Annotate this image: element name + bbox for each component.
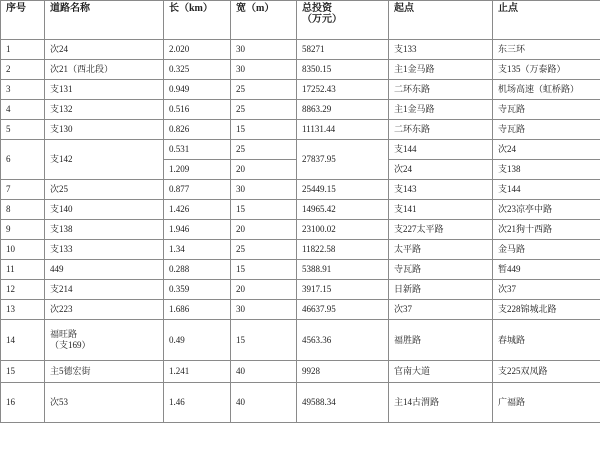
cell-start: 福胜路 [389, 320, 493, 361]
cell-start: 官南大道 [389, 361, 493, 383]
cell-width: 15 [231, 120, 297, 140]
cell-start: 日新路 [389, 280, 493, 300]
table-row [1, 280, 600, 300]
cell-name: 支132 [45, 100, 164, 120]
table-row [1, 140, 600, 160]
cell-end: 东三环 [493, 40, 600, 60]
cell-end: 次21狗十西路 [493, 220, 600, 240]
cell-start: 太平路 [389, 240, 493, 260]
cell-end: 广福路 [493, 383, 600, 423]
cell-seq: 3 [1, 80, 45, 100]
header-start: 起点 [389, 1, 493, 40]
cell-seq: 14 [1, 320, 45, 361]
cell-length: 0.531 [164, 140, 231, 160]
table-row [1, 240, 600, 260]
cell-investment: 8350.15 [297, 60, 389, 80]
cell-name: 主5德宏街 [45, 361, 164, 383]
cell-length: 0.516 [164, 100, 231, 120]
cell-width: 20 [231, 160, 297, 180]
cell-length: 0.949 [164, 80, 231, 100]
table-row [1, 120, 600, 140]
cell-name [45, 320, 164, 361]
cell-seq: 4 [1, 100, 45, 120]
cell-investment: 58271 [297, 40, 389, 60]
cell-width: 25 [231, 80, 297, 100]
cell-width: 40 [231, 361, 297, 383]
cell-length: 0.877 [164, 180, 231, 200]
cell-seq: 16 [1, 383, 45, 423]
cell-investment: 11822.58 [297, 240, 389, 260]
header-row [1, 1, 600, 40]
cell-start: 二环东路 [389, 80, 493, 100]
cell-seq: 2 [1, 60, 45, 80]
cell-seq: 8 [1, 200, 45, 220]
cell-investment: 4563.36 [297, 320, 389, 361]
cell-investment: 9928 [297, 361, 389, 383]
cell-length: 0.359 [164, 280, 231, 300]
cell-investment: 5388.91 [297, 260, 389, 280]
cell-end: 支228锦城北路 [493, 300, 600, 320]
cell-length: 0.288 [164, 260, 231, 280]
cell-name: 次25 [45, 180, 164, 200]
cell-width: 25 [231, 100, 297, 120]
cell-end: 支138 [493, 160, 600, 180]
cell-end: 暂449 [493, 260, 600, 280]
cell-end: 次23凉亭中路 [493, 200, 600, 220]
cell-start: 寺瓦路 [389, 260, 493, 280]
cell-end: 春城路 [493, 320, 600, 361]
cell-length: 1.209 [164, 160, 231, 180]
cell-width: 40 [231, 383, 297, 423]
cell-seq: 1 [1, 40, 45, 60]
cell-start: 次24 [389, 160, 493, 180]
cell-name: 449 [45, 260, 164, 280]
cell-name: 支140 [45, 200, 164, 220]
cell-name-line1: 福旺路 [50, 329, 78, 339]
table-row [1, 80, 600, 100]
cell-name: 支130 [45, 120, 164, 140]
cell-name-line2: （支169） [50, 340, 91, 350]
table-row [1, 260, 600, 280]
cell-start: 支143 [389, 180, 493, 200]
cell-seq: 7 [1, 180, 45, 200]
cell-width: 20 [231, 280, 297, 300]
cell-width: 30 [231, 180, 297, 200]
cell-name: 支133 [45, 240, 164, 260]
cell-end: 次24 [493, 140, 600, 160]
cell-investment: 25449.15 [297, 180, 389, 200]
table-row [1, 320, 600, 361]
cell-end: 次37 [493, 280, 600, 300]
cell-investment: 27837.95 [297, 140, 389, 180]
header-end: 止点 [493, 1, 600, 40]
cell-name: 支214 [45, 280, 164, 300]
cell-end: 机场高速（虹桥路） [493, 80, 600, 100]
cell-length: 1.426 [164, 200, 231, 220]
cell-investment: 17252.43 [297, 80, 389, 100]
header-width: 宽（m） [231, 1, 297, 40]
table-row [1, 180, 600, 200]
cell-start: 次37 [389, 300, 493, 320]
table-row [1, 200, 600, 220]
cell-length: 2.020 [164, 40, 231, 60]
cell-name: 支138 [45, 220, 164, 240]
header-name: 道路名称 [45, 1, 164, 40]
cell-length: 1.946 [164, 220, 231, 240]
header-investment [297, 1, 389, 40]
cell-end: 支135（万泰路） [493, 60, 600, 80]
header-investment-line1: 总投资 [302, 3, 332, 14]
cell-seq: 13 [1, 300, 45, 320]
cell-width: 15 [231, 260, 297, 280]
table-row [1, 220, 600, 240]
cell-end: 寺瓦路 [493, 120, 600, 140]
cell-length: 0.49 [164, 320, 231, 361]
cell-investment: 46637.95 [297, 300, 389, 320]
cell-seq: 5 [1, 120, 45, 140]
cell-end: 金马路 [493, 240, 600, 260]
cell-width: 25 [231, 240, 297, 260]
cell-length: 1.46 [164, 383, 231, 423]
cell-width: 30 [231, 40, 297, 60]
table-row [1, 300, 600, 320]
cell-seq: 10 [1, 240, 45, 260]
cell-end: 支144 [493, 180, 600, 200]
cell-investment: 49588.34 [297, 383, 389, 423]
table-row [1, 60, 600, 80]
cell-width: 25 [231, 140, 297, 160]
header-seq: 序号 [1, 1, 45, 40]
cell-name: 次223 [45, 300, 164, 320]
cell-name: 次24 [45, 40, 164, 60]
cell-start: 二环东路 [389, 120, 493, 140]
header-investment-line2: （万元） [302, 14, 342, 25]
cell-investment: 3917.15 [297, 280, 389, 300]
cell-length: 1.686 [164, 300, 231, 320]
cell-length: 1.241 [164, 361, 231, 383]
cell-name: 次53 [45, 383, 164, 423]
cell-seq: 6 [1, 140, 45, 180]
cell-width: 20 [231, 220, 297, 240]
cell-end: 寺瓦路 [493, 100, 600, 120]
cell-seq: 11 [1, 260, 45, 280]
cell-width: 30 [231, 300, 297, 320]
cell-start: 主14古渭路 [389, 383, 493, 423]
cell-name: 次21（西北段） [45, 60, 164, 80]
table-row [1, 383, 600, 423]
table-row [1, 100, 600, 120]
cell-end: 支225双凤路 [493, 361, 600, 383]
cell-start: 主1金马路 [389, 100, 493, 120]
cell-seq: 15 [1, 361, 45, 383]
header-length: 长（km） [164, 1, 231, 40]
cell-investment: 23100.02 [297, 220, 389, 240]
cell-investment: 8863.29 [297, 100, 389, 120]
cell-length: 1.34 [164, 240, 231, 260]
cell-name: 支142 [45, 140, 164, 180]
cell-start: 支141 [389, 200, 493, 220]
cell-seq: 12 [1, 280, 45, 300]
cell-length: 0.826 [164, 120, 231, 140]
cell-width: 30 [231, 60, 297, 80]
cell-seq: 9 [1, 220, 45, 240]
cell-width: 15 [231, 320, 297, 361]
table-row [1, 361, 600, 383]
cell-start: 支227太平路 [389, 220, 493, 240]
cell-investment: 14965.42 [297, 200, 389, 220]
cell-width: 15 [231, 200, 297, 220]
cell-start: 支133 [389, 40, 493, 60]
cell-name: 支131 [45, 80, 164, 100]
table-row [1, 40, 600, 60]
cell-length: 0.325 [164, 60, 231, 80]
cell-investment: 11131.44 [297, 120, 389, 140]
cell-start: 主1金马路 [389, 60, 493, 80]
cell-start: 支144 [389, 140, 493, 160]
